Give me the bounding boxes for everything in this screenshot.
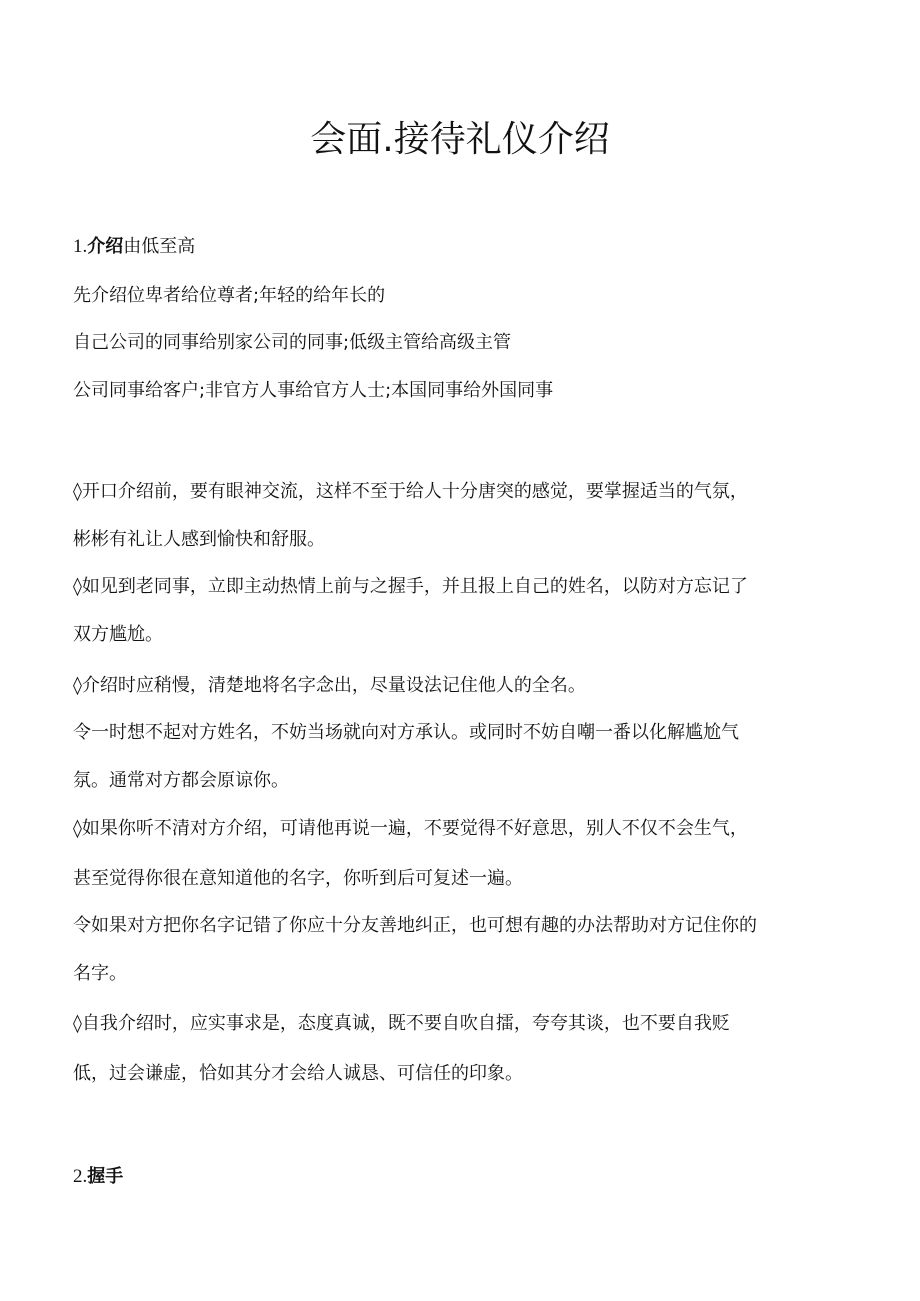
tip-line: 名字。 — [73, 963, 127, 984]
section-1-heading-bold: 介绍 — [87, 236, 124, 257]
tip-line: 低，过会谦虚，恰如其分才会给人诚恳、可信任的印象。 — [73, 1063, 523, 1084]
tip-line: ◊开口介绍前，要有眼神交流，这样不至于给人十分唐突的感觉，要掌握适当的气氛， — [73, 481, 748, 502]
section-1-line: 先介绍位卑者给位尊者;年轻的给年长的 — [73, 285, 386, 306]
section-1-number: 1. — [73, 236, 88, 257]
tip-line: 令如果对方把你名字记错了你应十分友善地纠正，也可想有趣的办法帮助对方记住你的 — [73, 915, 757, 936]
section-2-heading-bold: 握手 — [87, 1166, 124, 1187]
tip-line: ◊如果你听不清对方介绍，可请他再说一遍，不要觉得不好意思，别人不仅不会生气， — [73, 818, 748, 839]
tip-line: 彬彬有礼让人感到愉快和舒服。 — [73, 529, 325, 550]
section-1-heading — [73, 234, 195, 260]
section-1-heading-rest: 由低至高 — [123, 236, 196, 257]
section-1-line: 公司同事给客户;非官方人事给官方人士;本国同事给外国同事 — [73, 380, 554, 401]
section-2-number: 2. — [73, 1166, 88, 1187]
tip-line: 令一时想不起对方姓名，不妨当场就向对方承认。或同时不妨自嘲一番以化解尴尬气 — [73, 722, 739, 743]
tip-line: 甚至觉得你很在意知道他的名字，你听到后可复述一遍。 — [73, 868, 523, 889]
tip-line: ◊如见到老同事，立即主动热情上前与之握手，并且报上自己的姓名，以防对方忘记了 — [73, 576, 748, 597]
tip-line: 氛。通常对方都会原谅你。 — [73, 770, 289, 791]
document-title: 会面.接待礼仪介绍 — [310, 119, 610, 160]
section-1-line: 自己公司的同事给别家公司的同事;低级主管给高级主管 — [73, 332, 512, 353]
tip-line: ◊自我介绍时，应实事求是，态度真诚，既不要自吹自擂，夸夸其谈，也不要自我贬 — [73, 1013, 730, 1034]
tip-line: ◊介绍时应稍慢，清楚地将名字念出，尽量设法记住他人的全名。 — [73, 675, 586, 696]
section-2-heading — [73, 1164, 123, 1190]
tip-line: 双方尴尬。 — [73, 624, 163, 645]
